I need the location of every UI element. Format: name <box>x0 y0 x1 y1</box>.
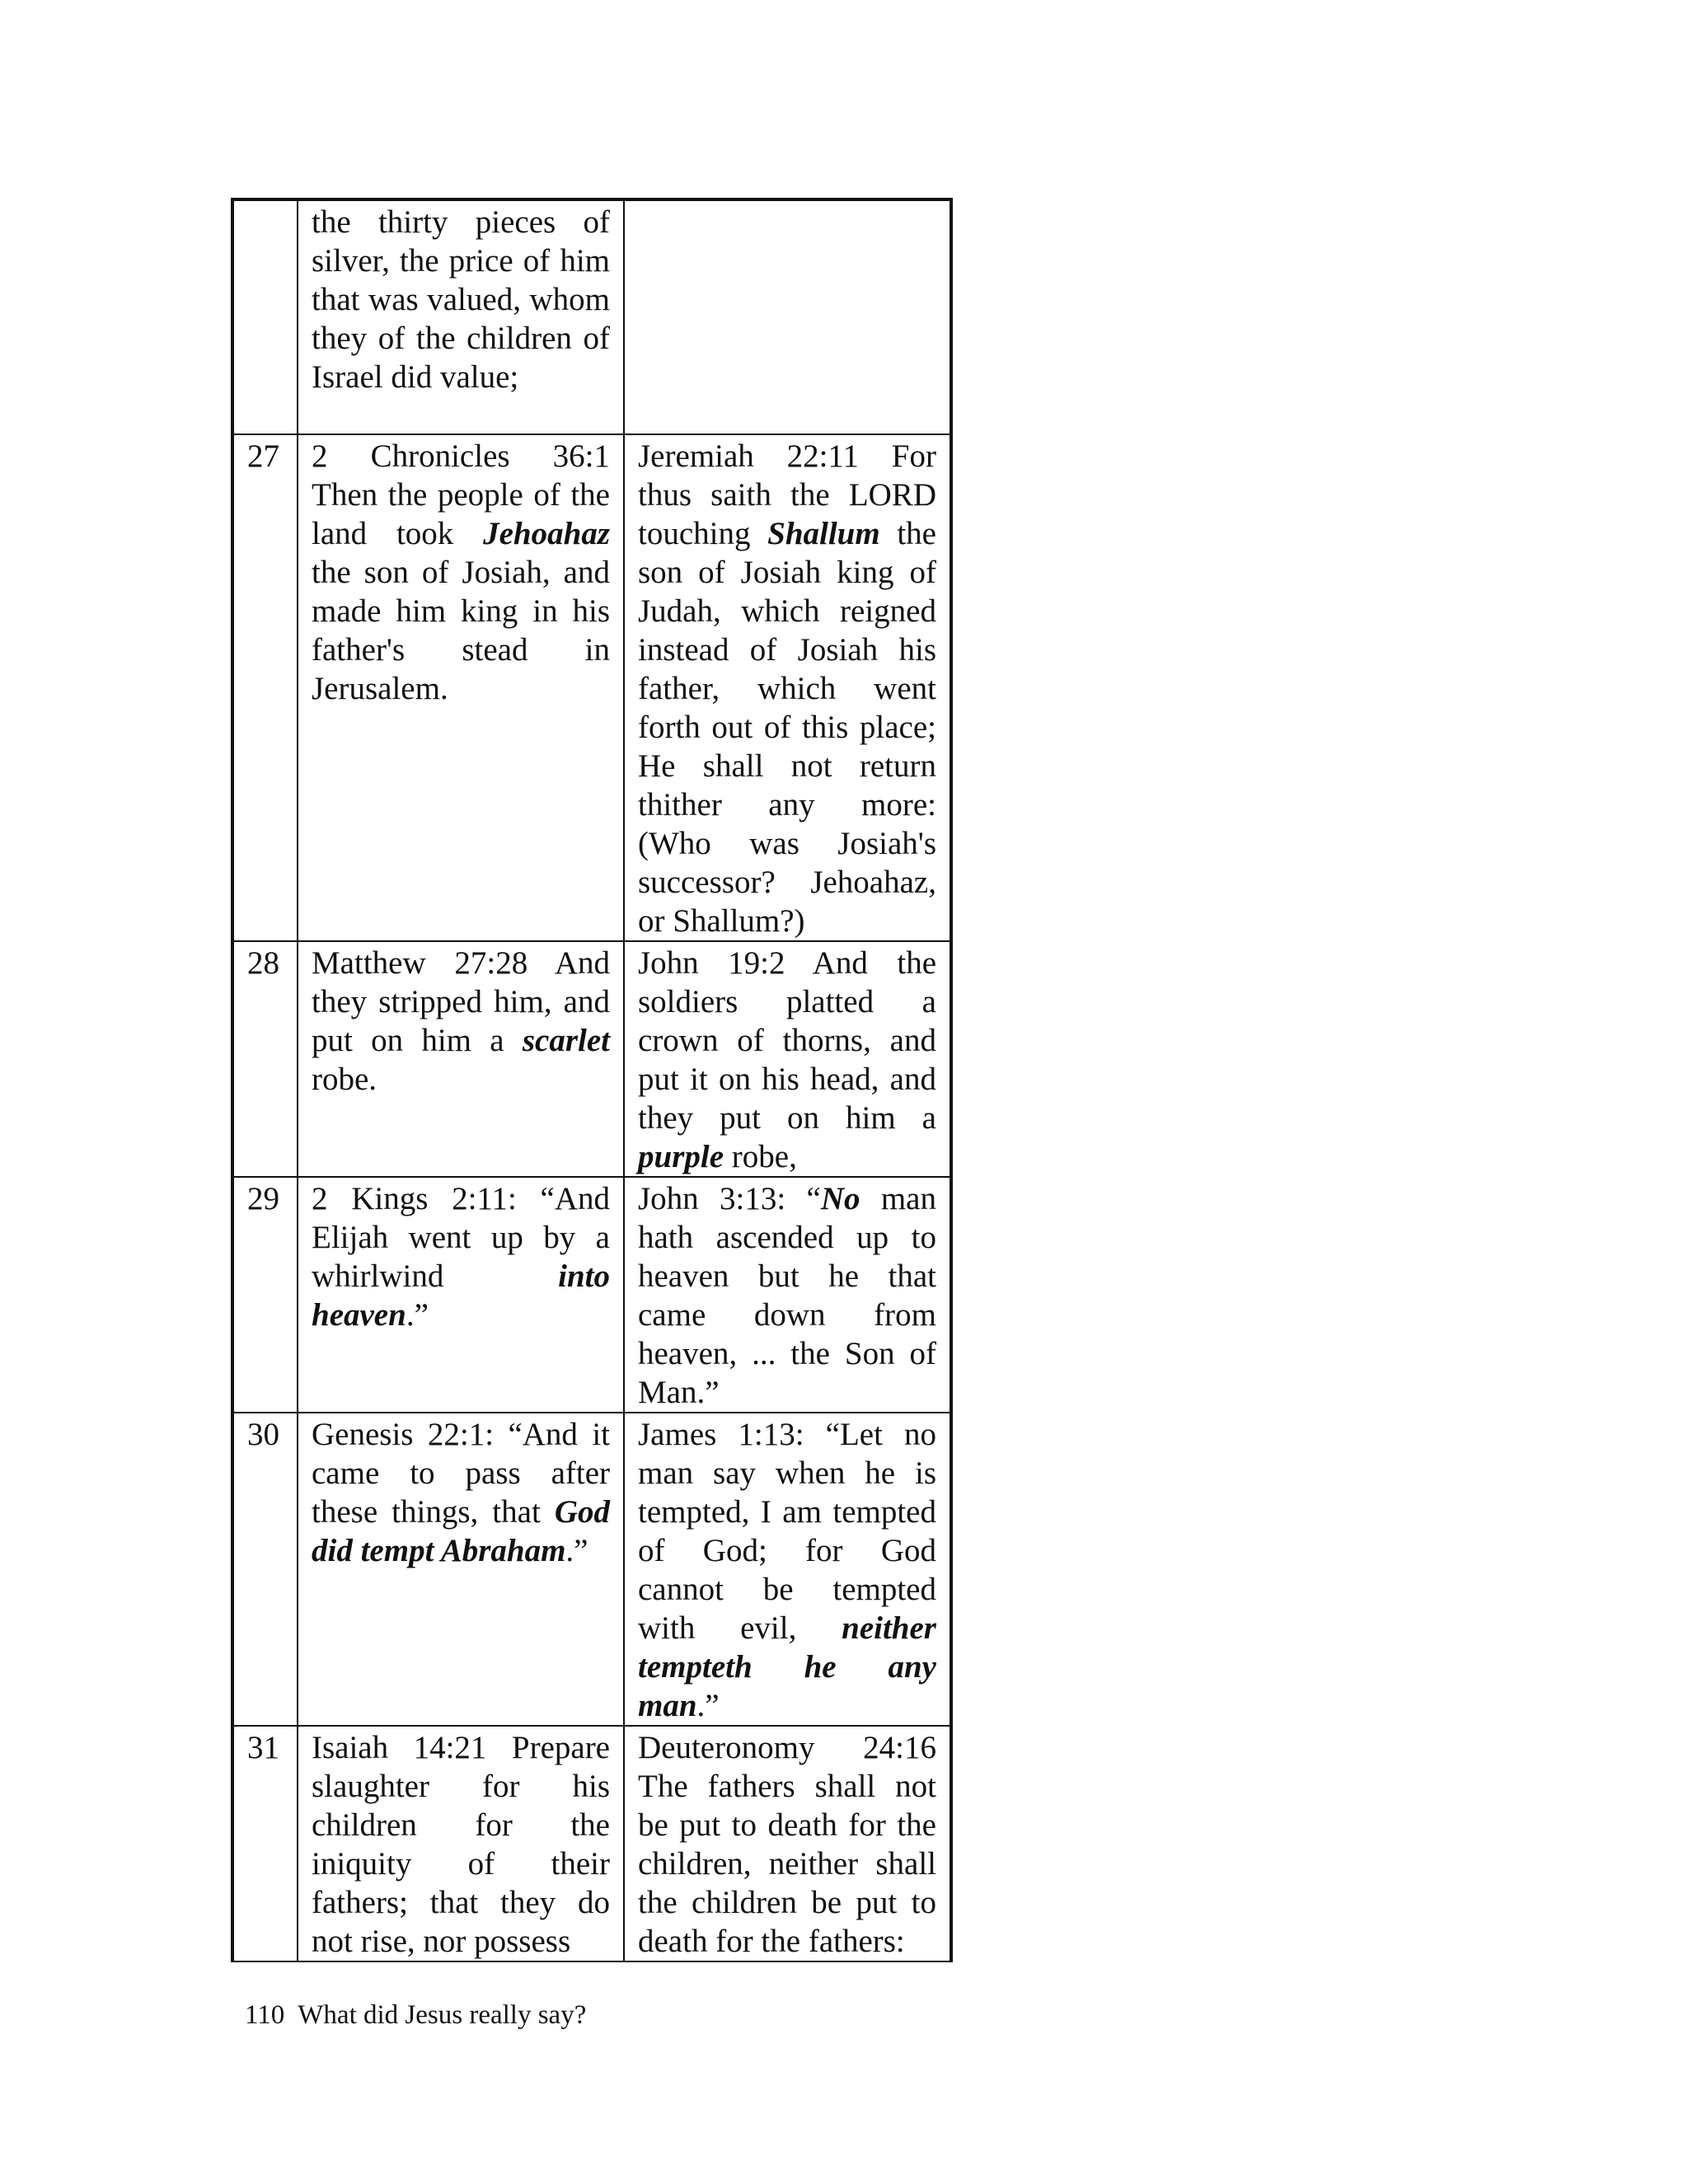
verse-text: the thirty pieces of silver, the price of him that was valued, whom they of the children of Israel did value; <box>312 204 610 395</box>
emphasized-text: scarlet <box>522 1023 610 1058</box>
verse-cell-left <box>298 434 624 941</box>
verse-text: Isaiah 14:21 Prepare slaughter for his children for the iniquity of their fathers; that they do not rise, nor possess <box>312 1730 610 1959</box>
verse-cell-right <box>624 1413 951 1726</box>
emphasized-text: purple <box>638 1139 724 1174</box>
verse-text: Matthew 27:28 And they stripped him, and put on him a <box>312 945 610 1058</box>
page-footer <box>245 1999 586 2032</box>
table-row <box>232 941 951 1177</box>
emphasized-text: into heaven <box>312 1258 610 1333</box>
verse-text: Deuteronomy 24:16 The fathers shall not be put to death for the children, neither shall the children be put to death for the fathers: <box>638 1730 936 1959</box>
row-number <box>232 199 298 434</box>
book-title: What did Jesus really say? <box>298 2000 587 2030</box>
verse-cell-right <box>624 434 951 941</box>
emphasized-text: No <box>820 1181 860 1216</box>
contradictions-table <box>231 198 953 1962</box>
verse-text: .” <box>406 1297 429 1333</box>
verse-text: the son of Josiah king of Judah, which reigned instead of Josiah his father, which went forth out of this place; He shall not return thither any more: (Who was Josiah's successor? Jehoahaz, or Shallum?) <box>638 516 936 939</box>
table-row <box>232 199 951 434</box>
row-number: 29 <box>232 1177 298 1413</box>
verse-cell-left <box>298 199 624 434</box>
verse-text: 2 Chronicles 36:1 Then the people of the land took <box>312 438 610 551</box>
verse-text: Genesis 22:1: “And it came to pass after these things, that <box>312 1417 610 1530</box>
table-row <box>232 1413 951 1726</box>
verse-cell-left <box>298 1413 624 1726</box>
verse-cell-left <box>298 1177 624 1413</box>
verse-text: John 3:13: “ <box>638 1181 821 1216</box>
verse-cell-right <box>624 1177 951 1413</box>
row-number: 30 <box>232 1413 298 1726</box>
verse-text: man hath ascended up to heaven but he that came down from heaven, ... the Son of Man.” <box>638 1181 936 1410</box>
emphasized-text: Shallum <box>767 516 880 551</box>
verse-text: John 19:2 And the soldiers platted a crown of thorns, and put it on his head, and they put on him a <box>638 945 936 1136</box>
emphasized-text: neither tempteth he any man <box>638 1610 936 1723</box>
table-row <box>232 1177 951 1413</box>
row-number: 28 <box>232 941 298 1177</box>
verse-text: .” <box>565 1533 588 1568</box>
row-number: 27 <box>232 434 298 941</box>
verse-cell-left <box>298 941 624 1177</box>
table-row <box>232 434 951 941</box>
verse-cell-right <box>624 199 951 434</box>
emphasized-text: God did tempt Abraham <box>312 1494 610 1568</box>
verse-text: .” <box>696 1688 720 1723</box>
row-number: 31 <box>232 1726 298 1961</box>
verse-cell-left <box>298 1726 624 1961</box>
verse-cell-right <box>624 1726 951 1961</box>
verse-text: Jeremiah 22:11 For thus saith the LORD touching <box>638 438 936 551</box>
table-row <box>232 1726 951 1961</box>
verse-text: robe, <box>724 1139 797 1174</box>
verse-text: 2 Kings 2:11: “And Elijah went up by a whirlwind <box>312 1181 610 1294</box>
verse-cell-right <box>624 941 951 1177</box>
verse-text: robe. <box>312 1062 377 1097</box>
verse-text: the son of Josiah, and made him king in his father's stead in Jerusalem. <box>312 555 610 706</box>
page-number: 110 <box>245 2000 285 2030</box>
verse-text: James 1:13: “Let no man say when he is tempted, I am tempted of God; for God cannot be tempted with evil, <box>638 1417 936 1646</box>
emphasized-text: Jehoahaz <box>483 516 610 551</box>
